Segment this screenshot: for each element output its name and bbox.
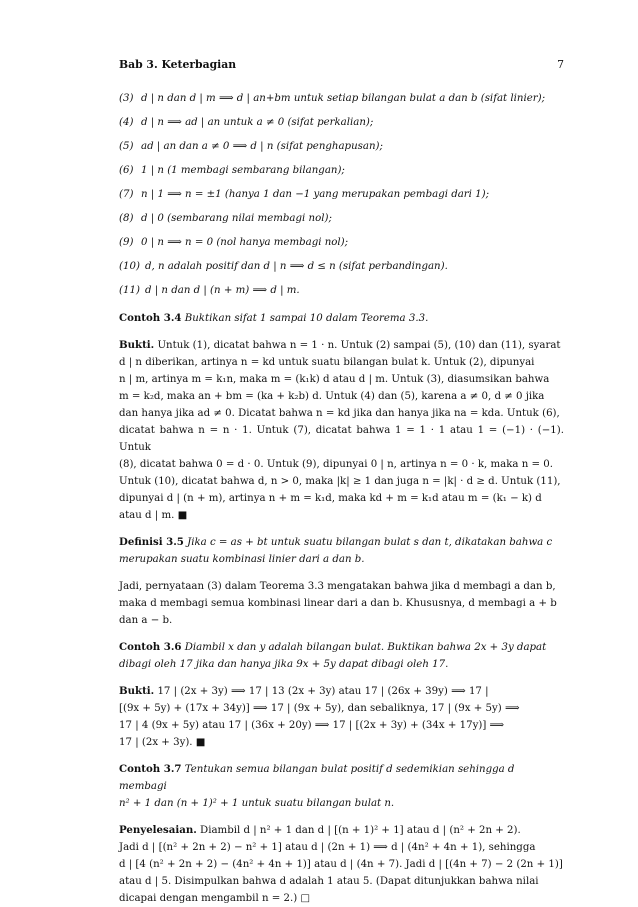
solution — [119, 822, 564, 907]
definition-line: merupakan suatu kombinasi linier dari a dan b. — [119, 554, 365, 565]
item-number: (11) — [119, 285, 140, 296]
proof-line: [(9x + 5y) + (17x + 34y)] ⟹ 17 | (9x + 5y), dan sebaliknya, 17 | (9x + 5y) ⟹ — [119, 703, 520, 714]
proof-line: Untuk (10), dicatat bahwa d, n > 0, maka |k| ≥ 1 dan juga n = |k| · d ≥ d. Untuk (11), — [119, 476, 561, 487]
proof-line: n | m, artinya m = k₁n, maka m = (k₁k) d atau d | m. Untuk (3), diasumsikan bahwa — [119, 374, 550, 385]
example-3-6 — [119, 639, 564, 673]
proof-line: dicatat bahwa n = n · 1. Untuk (7), dicatat bahwa 1 = 1 · 1 atau 1 = (−1) · (−1). Untuk — [119, 425, 564, 453]
example-line: n² + 1 dan (n + 1)² + 1 untuk suatu bilangan bulat n. — [119, 798, 395, 809]
proof-line: d | n diberikan, artinya n = kd untuk suatu bilangan bulat k. Untuk (2), dipunyai — [119, 357, 535, 368]
example-line: Tentukan semua bilangan bulat positif d sedemikian sehingga d membagi — [119, 764, 515, 792]
definition-3-5 — [119, 534, 564, 568]
example-3-4 — [119, 310, 564, 327]
item-text: d, n adalah positif dan d | n ⟹ d ≤ n (sifat perbandingan). — [145, 261, 448, 272]
paragraph-line: maka d membagi semua kombinasi linear dari a dan b. Khususnya, d membagi a + b — [119, 598, 557, 609]
proof-line: dan hanya jika ad ≠ 0. Dicatat bahwa n = kd jika dan hanya jika na = kda. Untuk (6), — [119, 408, 560, 419]
proof-line: 17 | (2x + 3y) ⟹ 17 | 13 (2x + 3y) atau 17 | (26x + 39y) ⟹ 17 | — [157, 686, 489, 697]
solution-line: Jadi d | [(n² + 2n + 2) − n² + 1] atau d | (2n + 1) ⟹ d | (4n² + 4n + 1), sehingga — [119, 842, 536, 853]
property-item — [119, 188, 564, 212]
item-text: d | n ⟹ ad | an untuk a ≠ 0 (sifat perkalian); — [141, 117, 374, 128]
item-number: (4) — [119, 117, 134, 128]
proof-line: atau d | m. ■ — [119, 510, 188, 521]
solution-line: d | [4 (n² + 2n + 2) − (4n² + 4n + 1)] atau d | (4n + 7). Jadi d | [(4n + 7) − 2 (2n + 1)] — [119, 859, 563, 870]
running-header — [119, 58, 564, 76]
proof-label: Bukti. — [119, 339, 155, 351]
item-text: ad | an dan a ≠ 0 ⟹ d | n (sifat penghapusan); — [141, 141, 383, 152]
item-number: (3) — [119, 93, 134, 104]
property-list — [119, 92, 564, 308]
proof-line: 17 | (2x + 3y). ■ — [119, 737, 206, 748]
item-text: d | 0 (sembarang nilai membagi nol); — [141, 213, 332, 224]
definition-line: Jika c = as + bt untuk suatu bilangan bulat s dan t, dikatakan bahwa c — [187, 537, 553, 548]
solution-line: atau d | 5. Disimpulkan bahwa d adalah 1 atau 5. (Dapat ditunjukkan bahwa nilai — [119, 876, 539, 887]
paragraph-line: Jadi, pernyataan (3) dalam Teorema 3.3 mengatakan bahwa jika d membagi a dan b, — [119, 581, 556, 592]
proof-label: Bukti. — [119, 685, 155, 697]
item-number: (9) — [119, 237, 134, 248]
item-number: (7) — [119, 189, 134, 200]
item-text: 1 | n (1 membagi sembarang bilangan); — [141, 165, 345, 176]
proof-line: dipunyai d | (n + m), artinya n + m = k₁d, maka kd + m = k₁d atau m = (k₁ − k) d — [119, 493, 542, 504]
solution-line: Diambil d | n² + 1 dan d | [(n + 1)² + 1] atau d | (n² + 2n + 2). — [200, 825, 521, 836]
proof-1 — [119, 337, 564, 524]
definition-label: Definisi 3.5 — [119, 536, 184, 548]
item-number: (6) — [119, 165, 134, 176]
property-item — [119, 140, 564, 164]
item-text: n | 1 ⟹ n = ±1 (hanya 1 dan −1 yang merupakan pembagi dari 1); — [141, 189, 490, 200]
proof-line: Untuk (1), dicatat bahwa n = 1 · n. Untuk (2) sampai (5), (10) dan (11), syarat — [157, 340, 561, 351]
property-item — [119, 284, 564, 308]
chapter-title: Bab 3. Keterbagian — [119, 58, 237, 71]
item-text: 0 | n ⟹ n = 0 (nol hanya membagi nol); — [141, 237, 349, 248]
proof-line: (8), dicatat bahwa 0 = d · 0. Untuk (9), dipunyai 0 | n, artinya n = 0 · k, maka n = 0. — [119, 459, 553, 470]
example-line: Diambil x dan y adalah bilangan bulat. Buktikan bahwa 2x + 3y dapat — [184, 642, 547, 653]
example-label: Contoh 3.7 — [119, 763, 182, 775]
property-item — [119, 164, 564, 188]
example-3-7 — [119, 761, 564, 812]
property-item — [119, 116, 564, 140]
example-label: Contoh 3.6 — [119, 641, 182, 653]
page-number: 7 — [557, 58, 564, 71]
property-item — [119, 212, 564, 236]
item-number: (10) — [119, 261, 140, 272]
property-item — [119, 260, 564, 284]
property-item — [119, 236, 564, 260]
item-text: d | n dan d | m ⟹ d | an+bm untuk setiap bilangan bulat a dan b (sifat linier); — [141, 93, 546, 104]
property-item — [119, 92, 564, 116]
proof-line: 17 | 4 (9x + 5y) atau 17 | (36x + 20y) ⟹ 17 | [(2x + 3y) + (34x + 17y)] ⟹ — [119, 720, 505, 731]
solution-line: dicapai dengan mengambil n = 2.) □ — [119, 893, 311, 904]
item-text: d | n dan d | (n + m) ⟹ d | m. — [145, 285, 300, 296]
example-line: dibagi oleh 17 jika dan hanya jika 9x + 5y dapat dibagi oleh 17. — [119, 659, 449, 670]
example-label: Contoh 3.4 — [119, 312, 182, 324]
page — [119, 58, 564, 907]
proof-line: m = k₂d, maka an + bm = (ka + k₂b) d. Untuk (4) dan (5), karena a ≠ 0, d ≠ 0 jika — [119, 391, 545, 402]
item-number: (5) — [119, 141, 134, 152]
linear-combination-paragraph — [119, 578, 564, 629]
item-number: (8) — [119, 213, 134, 224]
solution-label: Penyelesaian. — [119, 824, 197, 836]
proof-2 — [119, 683, 564, 751]
paragraph-line: dan a − b. — [119, 615, 173, 626]
example-text: Buktikan sifat 1 sampai 10 dalam Teorema 3.3. — [184, 313, 429, 324]
